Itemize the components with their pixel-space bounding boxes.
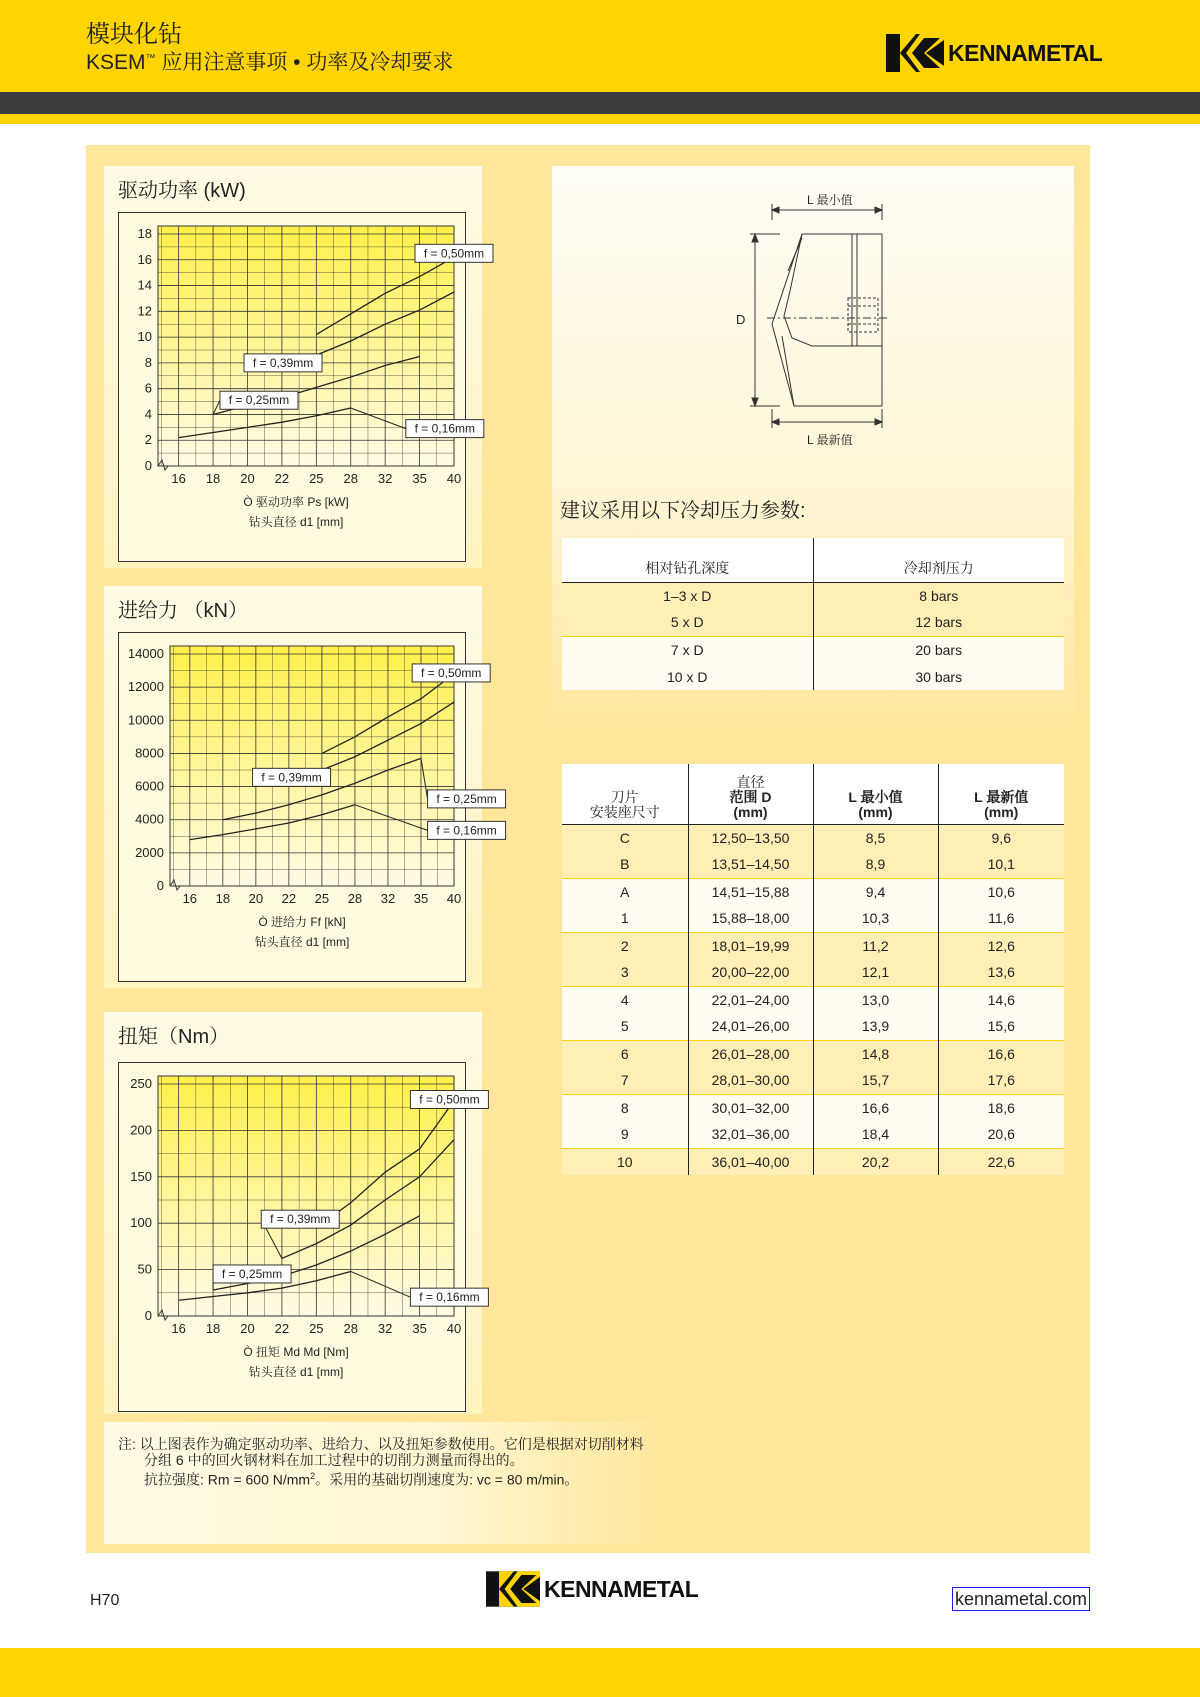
y-tick-label: 16 [137, 251, 152, 267]
chart-title: 扭矩（Nm） [118, 1026, 230, 1048]
series-label: f = 0,39mm [270, 1212, 331, 1227]
x-tick-label: 28 [347, 891, 363, 906]
x-tick-label: 40 [446, 1321, 462, 1336]
torque-chart [118, 1062, 480, 1412]
table-cell: 5 x D [562, 609, 813, 636]
table-cell: 14,8 [813, 1040, 938, 1067]
table-cell: 10 [562, 1148, 688, 1175]
page-subtitle [86, 46, 453, 76]
table-cell: 18,6 [938, 1094, 1064, 1121]
table-cell: 36,01–40,00 [688, 1148, 813, 1175]
table-header [688, 764, 813, 824]
table-row [562, 905, 1064, 932]
table-row [562, 1094, 1064, 1121]
table-row [562, 582, 1064, 609]
table-cell: 22,6 [938, 1148, 1064, 1175]
series-label: f = 0,39mm [261, 770, 322, 785]
note-line [118, 1468, 644, 1488]
x-axis-label: Ò 驱动功率 Ps [kW] [243, 495, 349, 509]
note-text [118, 1436, 644, 1488]
table-cell: 20,6 [938, 1121, 1064, 1148]
kennametal-wordmark: KENNAMETAL [948, 39, 1103, 66]
footer-yellow-band [0, 1648, 1200, 1697]
x-tick-label: 22 [281, 891, 297, 906]
kennametal-wordmark: KENNAMETAL [544, 1575, 699, 1602]
y-tick-label: 0 [156, 878, 164, 893]
series-label: f = 0,25mm [228, 393, 290, 408]
note-tensile: 抗拉强度: Rm = 600 N/mm [144, 1471, 311, 1488]
table-cell: C [562, 824, 688, 851]
header-line: L 最小值 [848, 788, 903, 805]
table-row [562, 1148, 1064, 1175]
y-tick-label: 250 [130, 1076, 152, 1091]
y-tick-label: 200 [130, 1122, 152, 1138]
x-tick-label: 16 [171, 471, 186, 486]
table-cell: 5 [562, 1013, 688, 1040]
x-tick-label: 20 [240, 1321, 255, 1336]
x-tick-label: 40 [446, 891, 462, 906]
kennametal-mark-icon [886, 34, 944, 72]
table-cell: 13,51–14,50 [688, 851, 813, 878]
subtitle-text: 应用注意事项 • 功率及冷却要求 [155, 51, 454, 74]
y-tick-label: 2 [144, 432, 152, 448]
table-row [562, 1040, 1064, 1067]
x-axis-label: Ò 进给力 Ff [kN] [258, 915, 346, 929]
dim-label-l-min: L 最小值 [807, 193, 853, 207]
table-row [562, 986, 1064, 1013]
header-line: 范围 D [729, 788, 772, 805]
table-cell: 15,88–18,00 [688, 905, 813, 932]
table-cell: 8,5 [813, 824, 938, 851]
table-cell: 9,6 [938, 824, 1064, 851]
kennametal-mark-icon [486, 1571, 540, 1607]
page-title: 模块化钻 [86, 21, 182, 48]
superscript: 2 [310, 1471, 316, 1481]
coolant-section-title: 建议采用以下冷却压力参数: [560, 500, 806, 522]
series-label: f = 0,50mm [419, 1092, 480, 1107]
series-label: f = 0,16mm [414, 421, 475, 436]
table-cell: 2 [562, 932, 688, 959]
chart-torque-box [104, 1012, 482, 1414]
table-cell: 8 bars [813, 582, 1064, 609]
y-tick-label: 6 [144, 380, 152, 396]
note-line: 注: 以上图表作为确定驱动功率、进给力、以及扭矩参数使用。它们是根据对切削材料 [118, 1436, 644, 1452]
x-tick-label: 35 [413, 891, 429, 906]
y-tick-label: 150 [130, 1168, 152, 1184]
table-cell: 10,6 [938, 878, 1064, 905]
kennametal-logo [886, 34, 1102, 72]
series-label: f = 0,39mm [252, 355, 314, 370]
series-label: f = 0,50mm [423, 246, 485, 261]
table-cell: 15,7 [813, 1067, 938, 1094]
table-cell: 9,4 [813, 878, 938, 905]
y-tick-label: 50 [137, 1261, 152, 1277]
table-cell: 11,2 [813, 932, 938, 959]
x-tick-label: 22 [274, 1321, 290, 1336]
x-axis-label: 钻头直径 d1 [mm] [254, 935, 350, 949]
table-cell: 6 [562, 1040, 688, 1067]
coolant-pressure-table [562, 538, 1064, 690]
table-cell: 12,1 [813, 959, 938, 986]
y-tick-label: 18 [137, 226, 152, 241]
table-row [562, 878, 1064, 905]
series-label: f = 0,16mm [436, 823, 497, 838]
table-header [813, 764, 938, 824]
series-label: f = 0,16mm [419, 1290, 480, 1305]
table-row [562, 1067, 1064, 1094]
x-tick-label: 40 [446, 471, 462, 486]
header-dark-band [0, 92, 1200, 114]
table-cell: 14,6 [938, 986, 1064, 1013]
series-label: f = 0,50mm [420, 665, 482, 680]
dim-label-l-new: L 最新值 [807, 433, 853, 447]
table-row [562, 609, 1064, 636]
x-tick-label: 20 [248, 891, 264, 906]
x-tick-label: 18 [205, 1321, 221, 1336]
y-tick-label: 8000 [135, 745, 164, 761]
y-tick-label: 14 [137, 277, 152, 293]
table-row [562, 663, 1064, 690]
table-row [562, 1013, 1064, 1040]
y-tick-label: 12 [137, 303, 152, 319]
table-row [562, 824, 1064, 851]
header-line: (mm) [984, 803, 1019, 820]
header-line: L 最新值 [974, 788, 1029, 805]
x-tick-label: 28 [343, 471, 358, 486]
size-table-body [562, 824, 1064, 1175]
y-tick-label: 4000 [135, 811, 164, 827]
chart-feed-force-box [104, 586, 497, 988]
insert-size-table [562, 764, 1064, 1175]
x-tick-label: 25 [309, 1321, 324, 1336]
table-cell: 11,6 [938, 905, 1064, 932]
table-cell: 12,50–13,50 [688, 824, 813, 851]
table-cell: 28,01–30,00 [688, 1067, 813, 1094]
header-line: 刀片 [610, 788, 639, 805]
x-tick-label: 32 [380, 891, 396, 906]
x-tick-label: 20 [240, 471, 255, 486]
table-cell: 3 [562, 959, 688, 986]
header-yellow-stripe [0, 114, 1200, 124]
header-line: 直径 [736, 773, 765, 790]
x-tick-label: 35 [412, 471, 427, 486]
table-cell: 26,01–28,00 [688, 1040, 813, 1067]
subtitle-product: KSEM [86, 51, 146, 74]
table-cell: 10,1 [938, 851, 1064, 878]
drill-dimension-diagram [552, 166, 1074, 466]
table-cell: 18,01–19,99 [688, 932, 813, 959]
note-box [104, 1422, 664, 1544]
table-cell: 32,01–36,00 [688, 1121, 813, 1148]
x-tick-label: 16 [182, 891, 198, 906]
table-cell: 17,6 [938, 1067, 1064, 1094]
y-tick-label: 0 [144, 1308, 152, 1323]
x-tick-label: 18 [215, 891, 231, 906]
table-cell: 30 bars [813, 663, 1064, 690]
y-tick-label: 10000 [127, 712, 164, 728]
x-tick-label: 16 [171, 1321, 186, 1336]
table-cell: 7 x D [562, 636, 813, 663]
x-tick-label: 25 [309, 471, 324, 486]
plot-area [170, 646, 454, 886]
x-tick-label: 18 [205, 471, 221, 486]
table-header [562, 764, 688, 824]
table-cell: B [562, 851, 688, 878]
table-cell: 20,2 [813, 1148, 938, 1175]
table-header [938, 764, 1064, 824]
y-tick-label: 8 [144, 354, 152, 370]
table-cell: 12,6 [938, 932, 1064, 959]
table-header: 冷却剂压力 [813, 538, 1064, 582]
table-row [562, 851, 1064, 878]
plot-area [158, 1076, 454, 1316]
header-line: 安装座尺寸 [589, 803, 660, 820]
table-cell: A [562, 878, 688, 905]
power-chart [118, 212, 485, 562]
table-row [562, 636, 1064, 663]
x-axis-label: Ò 扭矩 Md Md [Nm] [243, 1345, 349, 1359]
dim-label-d: D [736, 312, 746, 327]
series-label: f = 0,25mm [436, 791, 497, 806]
y-tick-label: 12000 [127, 679, 164, 695]
chart-title: 驱动功率 (kW) [118, 180, 246, 202]
table-row [562, 959, 1064, 986]
header-line: (mm) [858, 803, 893, 820]
table-cell: 8,9 [813, 851, 938, 878]
y-tick-label: 2000 [135, 844, 164, 860]
table-cell: 8 [562, 1094, 688, 1121]
y-tick-label: 100 [130, 1215, 152, 1231]
table-cell: 30,01–32,00 [688, 1094, 813, 1121]
y-tick-label: 10 [137, 329, 152, 345]
table-cell: 4 [562, 986, 688, 1013]
page-number: H70 [90, 1592, 120, 1609]
website-link[interactable]: kennametal.com [952, 1587, 1090, 1611]
x-tick-label: 32 [377, 1321, 393, 1336]
table-cell: 1 [562, 905, 688, 932]
table-cell: 20,00–22,00 [688, 959, 813, 986]
table-cell: 22,01–24,00 [688, 986, 813, 1013]
table-cell: 13,0 [813, 986, 938, 1013]
y-tick-label: 14000 [127, 646, 164, 661]
chart-title: 进给力 （kN） [118, 600, 248, 622]
table-cell: 12 bars [813, 609, 1064, 636]
table-cell: 9 [562, 1121, 688, 1148]
table-header: 相对钻孔深度 [562, 538, 813, 582]
header-line: (mm) [733, 803, 768, 820]
table-cell: 10 x D [562, 663, 813, 690]
table-cell: 14,51–15,88 [688, 878, 813, 905]
x-tick-label: 32 [377, 471, 393, 486]
table-cell: 1–3 x D [562, 582, 813, 609]
table-cell: 15,6 [938, 1013, 1064, 1040]
x-axis-label: 钻头直径 d1 [mm] [248, 1365, 344, 1379]
table-cell: 16,6 [938, 1040, 1064, 1067]
table-cell: 16,6 [813, 1094, 938, 1121]
feed-force-chart [118, 632, 497, 982]
trademark-symbol: ™ [145, 53, 156, 64]
x-tick-label: 28 [343, 1321, 358, 1336]
y-tick-label: 0 [144, 458, 152, 473]
note-line: 分组 6 中的回火钢材料在加工过程中的切削力测量而得出的。 [144, 1452, 524, 1468]
footer-kennametal-logo [486, 1571, 698, 1607]
table-cell: 20 bars [813, 636, 1064, 663]
page-header [0, 0, 1200, 92]
table-cell: 7 [562, 1067, 688, 1094]
y-tick-label: 4 [144, 406, 152, 422]
x-axis-label: 钻头直径 d1 [mm] [248, 515, 344, 529]
y-tick-label: 6000 [135, 778, 164, 794]
note-speed: 。采用的基础切削速度为: vc = 80 m/min。 [315, 1471, 579, 1488]
table-cell: 18,4 [813, 1121, 938, 1148]
chart-power-box [104, 166, 485, 568]
x-tick-label: 35 [412, 1321, 427, 1336]
table-row [562, 932, 1064, 959]
table-cell: 13,6 [938, 959, 1064, 986]
x-tick-label: 25 [314, 891, 330, 906]
x-tick-label: 22 [274, 471, 290, 486]
table-cell: 10,3 [813, 905, 938, 932]
series-label: f = 0,25mm [221, 1266, 283, 1281]
table-row [562, 1121, 1064, 1148]
table-cell: 13,9 [813, 1013, 938, 1040]
table-cell: 24,01–26,00 [688, 1013, 813, 1040]
